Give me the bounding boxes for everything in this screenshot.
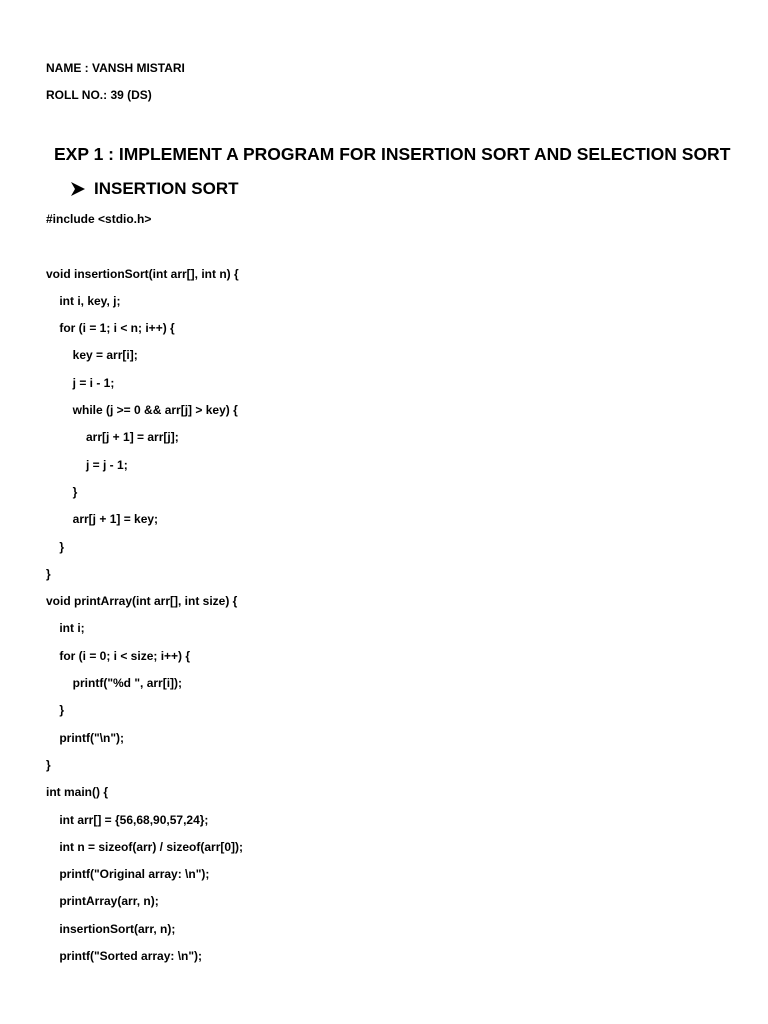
code-line: int arr[] = {56,68,90,57,24};	[46, 812, 209, 827]
code-line: for (i = 1; i < n; i++) {	[46, 321, 175, 336]
code-line: int i, key, j;	[46, 293, 121, 308]
code-line: }	[46, 757, 51, 772]
experiment-title: EXP 1 : IMPLEMENT A PROGRAM FOR INSERTION SORT AND SELECTION SORT	[54, 144, 731, 164]
code-listing	[46, 206, 746, 970]
code-line: key = arr[i];	[46, 348, 138, 363]
code-line: printf("Sorted array: \n");	[46, 949, 203, 964]
code-line: arr[j + 1] = key;	[46, 512, 159, 527]
arrowhead-bullet-icon	[70, 181, 86, 197]
code-line: insertionSort(arr, n);	[46, 921, 176, 936]
code-line: int i;	[46, 621, 85, 636]
code-line: void insertionSort(int arr[], int n) {	[46, 266, 239, 281]
code-line: printf("\n");	[46, 730, 125, 745]
code-line: j = j - 1;	[46, 457, 128, 472]
code-line: j = i - 1;	[46, 375, 115, 390]
roll-number-line: ROLL NO.: 39 (DS)	[46, 88, 152, 102]
code-line: #include <stdio.h>	[46, 212, 152, 226]
code-line: for (i = 0; i < size; i++) {	[46, 648, 191, 663]
code-line: }	[46, 703, 65, 718]
code-line: int n = sizeof(arr) / sizeof(arr[0]);	[46, 839, 244, 854]
code-line	[46, 233, 746, 260]
code-line: arr[j + 1] = arr[j];	[46, 430, 179, 445]
code-line: printf("Original array: \n");	[46, 867, 210, 882]
student-name-line: NAME : VANSH MISTARI	[46, 61, 185, 75]
code-line: while (j >= 0 && arr[j] > key) {	[46, 403, 238, 418]
code-line: printf("%d ", arr[i]);	[46, 676, 183, 691]
section-heading-text: INSERTION SORT	[94, 179, 239, 198]
code-line: int main() {	[46, 785, 108, 800]
section-heading-insertion-sort	[70, 178, 239, 200]
code-line: }	[46, 539, 65, 554]
code-line: void printArray(int arr[], int size) {	[46, 594, 238, 609]
code-line: printArray(arr, n);	[46, 894, 159, 909]
code-line: }	[46, 484, 78, 499]
code-line: }	[46, 566, 51, 581]
